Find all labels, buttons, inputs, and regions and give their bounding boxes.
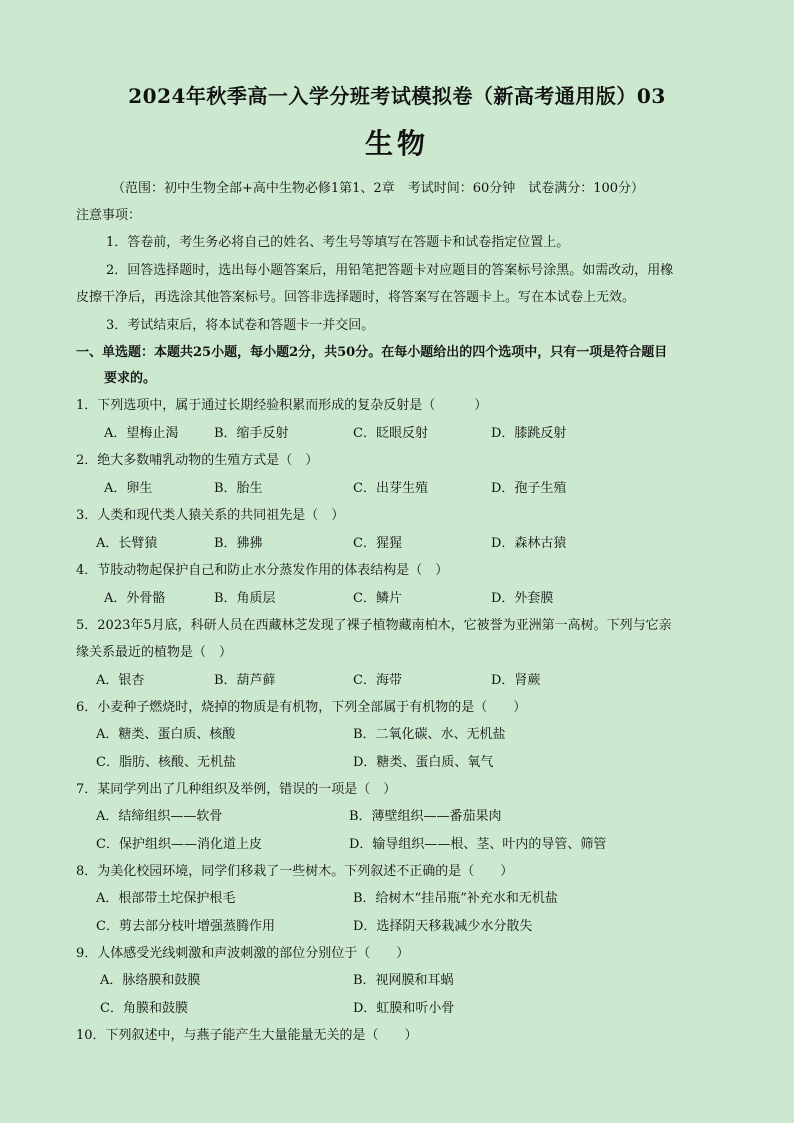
exam-scope: （范围：初中生物全部+高中生物必修1第1、2章 考试时间：60分钟 试卷满分：100分） xyxy=(112,181,645,196)
question-1-option-d: D．膝跳反射 xyxy=(491,426,567,441)
question-7-stem: 7．某同学列出了几种组织及举例，错误的一项是（ ） xyxy=(76,782,397,797)
question-6-option-d: D．糖类、蛋白质、氧气 xyxy=(353,755,494,770)
question-5-option-c: C．海带 xyxy=(353,673,402,688)
question-3-option-b: B．狒狒 xyxy=(214,536,263,551)
question-5-option-b: B．葫芦藓 xyxy=(214,673,276,688)
exam-title: 2024年秋季高一入学分班考试模拟卷（新高考通用版）03 xyxy=(128,84,666,108)
question-8-option-b: B．给树木“挂吊瓶”补充水和无机盐 xyxy=(353,891,558,906)
question-5-option-d: D．肾蕨 xyxy=(491,673,541,688)
question-3-option-a: A．长臂猿 xyxy=(96,536,158,551)
question-7-option-a: A．结缔组织——软骨 xyxy=(96,809,223,824)
question-9-option-a: A．脉络膜和鼓膜 xyxy=(100,973,201,988)
question-6-option-b: B．二氧化碳、水、无机盐 xyxy=(353,727,506,742)
notice-heading: 注意事项： xyxy=(76,208,142,223)
question-8-stem: 8．为美化校园环境，同学们移栽了一些树木。下列叙述不正确的是（ ） xyxy=(76,864,514,879)
notice-item-2-line-1: 2．回答选择题时，选出每小题答案后，用铅笔把答题卡对应题目的答案标号涂黑。如需改动，用橡 xyxy=(106,263,674,278)
question-4-option-c: C．鳞片 xyxy=(353,591,402,606)
question-9-option-b: B．视网膜和耳蜗 xyxy=(353,973,454,988)
question-4-option-b: B．角质层 xyxy=(214,591,276,606)
question-4-stem: 4．节肢动物起保护自己和防止水分蒸发作用的体表结构是（ ） xyxy=(76,563,449,578)
question-2-stem: 2．绝大多数哺乳动物的生殖方式是（ ） xyxy=(76,453,319,468)
question-4-option-a: A．外骨骼 xyxy=(104,591,166,606)
notice-item-3: 3．考试结束后，将本试卷和答题卡一并交回。 xyxy=(106,318,375,333)
question-7-option-c: C．保护组织——消化道上皮 xyxy=(96,837,262,852)
question-7-option-b: B．薄壁组织——番茄果肉 xyxy=(349,809,502,824)
question-5-stem-line-1: 5．2023年5月底，科研人员在西藏林芝发现了裸子植物藏南柏木，它被誉为亚洲第一高树。下列与它亲 xyxy=(76,618,672,633)
subject-title: 生物 xyxy=(364,127,429,160)
notice-item-2-line-2: 皮擦干净后，再选涂其他答案标号。回答非选择题时，将答案写在答题卡上。写在本试卷上无效。 xyxy=(76,290,636,305)
question-1-option-b: B．缩手反射 xyxy=(214,426,289,441)
question-6-option-a: A．糖类、蛋白质、核酸 xyxy=(96,727,236,742)
question-9-stem: 9．人体感受光线刺激和声波刺激的部位分别位于（ ） xyxy=(76,946,410,961)
question-3-stem: 3．人类和现代类人猿关系的共同祖先是（ ） xyxy=(76,508,345,523)
section-heading-line-2: 要求的。 xyxy=(104,371,157,386)
question-9-option-d: D．虹膜和听小骨 xyxy=(353,1001,455,1016)
question-5-option-a: A．银杏 xyxy=(96,673,145,688)
question-1-option-c: C．眨眼反射 xyxy=(353,426,428,441)
question-2-option-c: C．出芽生殖 xyxy=(353,481,428,496)
question-5-stem-line-2: 缘关系最近的植物是（ ） xyxy=(76,645,233,660)
question-2-option-a: A．卵生 xyxy=(104,481,153,496)
question-2-option-d: D．孢子生殖 xyxy=(491,481,567,496)
question-8-option-d: D．选择阴天移栽减少水分散失 xyxy=(353,919,533,934)
question-6-option-c: C．脂肪、核酸、无机盐 xyxy=(96,755,236,770)
notice-item-1: 1．答卷前，考生务必将自己的姓名、考生号等填写在答题卡和试卷指定位置上。 xyxy=(106,235,570,250)
section-heading-line-1: 一、单选题：本题共25小题，每小题2分，共50分。在每小题给出的四个选项中，只有一项是符合题目 xyxy=(76,345,668,360)
question-8-option-a: A．根部带土坨保护根毛 xyxy=(96,891,236,906)
question-4-option-d: D．外套膜 xyxy=(491,591,554,606)
question-1-option-a: A．望梅止渴 xyxy=(104,426,179,441)
question-10-stem: 10．下列叙述中，与燕子能产生大量能量无关的是（ ） xyxy=(76,1028,418,1043)
question-3-option-c: C．猩猩 xyxy=(353,536,402,551)
question-9-option-c: C．角膜和鼓膜 xyxy=(100,1001,188,1016)
question-8-option-c: C．剪去部分枝叶增强蒸腾作用 xyxy=(96,919,275,934)
question-6-stem: 6．小麦种子燃烧时，烧掉的物质是有机物，下列全部属于有机物的是（ ） xyxy=(76,700,527,715)
question-3-option-d: D．森林古猿 xyxy=(491,536,567,551)
question-2-option-b: B．胎生 xyxy=(214,481,263,496)
question-7-option-d: D．输导组织——根、茎、叶内的导管、筛管 xyxy=(349,837,607,852)
question-1-stem: 1．下列选项中，属于通过长期经验积累而形成的复杂反射是（ ） xyxy=(76,398,488,413)
